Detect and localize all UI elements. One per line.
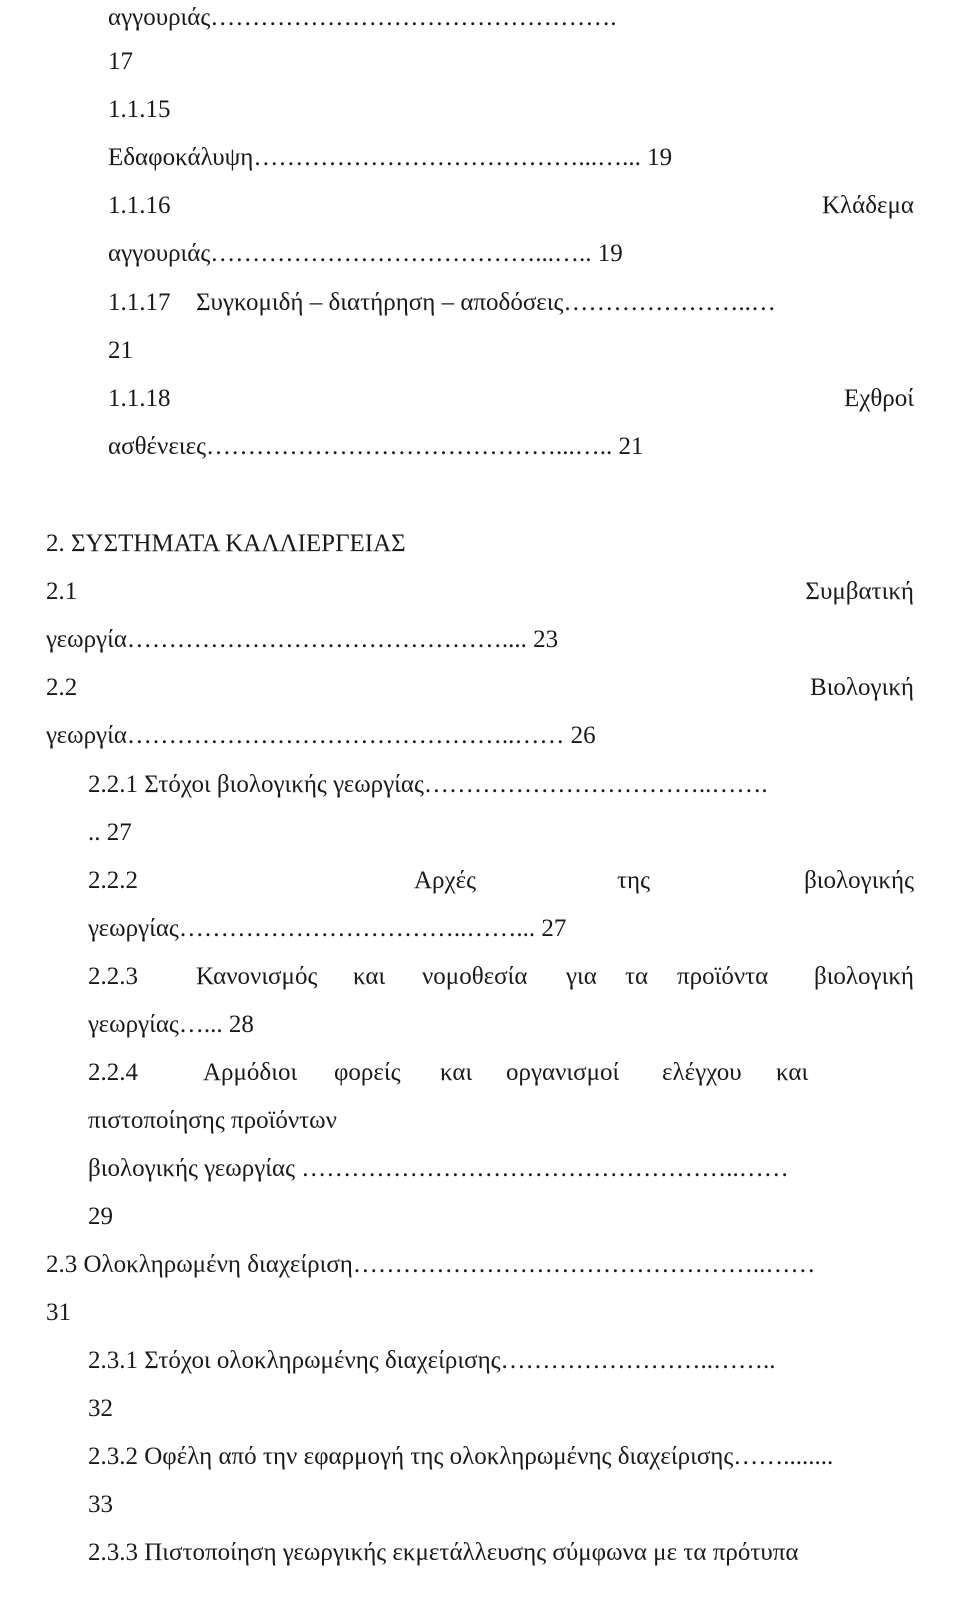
toc-page-number: 33 xyxy=(88,1491,113,1518)
toc-line: 2.3.3 Πιστοποίηση γεωργικής εκμετάλλευσης σύμφωνα με τα πρότυπα xyxy=(88,1539,799,1566)
toc-line: γεωργία………………………………………..…… 26 xyxy=(46,722,596,749)
toc-line: πιστοποίησης προϊόντων xyxy=(88,1107,337,1134)
toc-entry-2-2: 2.2 Βιολογική xyxy=(46,674,914,701)
toc-page-number: 32 xyxy=(88,1395,113,1422)
toc-entry-2-1: 2.1 Συμβατική xyxy=(46,578,914,605)
toc-page-number: .. 27 xyxy=(88,819,132,846)
toc-line: Εδαφοκάλυψη…………………………………...…... 19 xyxy=(108,144,673,171)
toc-line: 2.3.1 Στόχοι ολοκληρωμένης διαχείρισης……………………..…….. xyxy=(88,1347,776,1374)
toc-line: βιολογικής γεωργίας ……………………………………………..…… xyxy=(88,1155,789,1182)
toc-entry-2-2-3: 2.2.3 Κανονισμός και νομοθεσία για τα προϊόντα βιολογική xyxy=(88,963,914,990)
toc-section-number: 1.1.15 xyxy=(108,96,171,123)
toc-entry-1-1-18: 1.1.18 Εχθροί xyxy=(108,385,914,412)
toc-entry-1-1-16: 1.1.16 Κλάδεμα xyxy=(108,192,914,219)
toc-page-number: 21 xyxy=(108,337,133,364)
toc-line: ασθένειες……………………………………...….. 21 xyxy=(108,433,644,460)
toc-entry-1-1-17: 1.1.17 Συγκομιδή – διατήρηση – αποδόσεις…………………..… xyxy=(108,289,776,316)
chapter-heading: 2. ΣΥΣΤΗΜΑΤΑ ΚΑΛΛΙΕΡΓΕΙΑΣ xyxy=(46,530,406,557)
toc-page-number: 17 xyxy=(108,48,133,75)
toc-line: 2.3 Ολοκληρωμένη διαχείριση…………………………………………..…… xyxy=(46,1251,816,1278)
toc-page-number: 31 xyxy=(46,1299,71,1326)
toc-line: αγγουριάς…………………………………………. xyxy=(108,4,617,31)
toc-entry-2-2-2: 2.2.2 Αρχές της βιολογικής xyxy=(88,867,914,894)
toc-line: 2.3.2 Οφέλη από την εφαρμογή της ολοκληρωμένης διαχείρισης……........ xyxy=(88,1443,834,1470)
toc-page-number: 29 xyxy=(88,1203,113,1230)
toc-line: γεωργίας……………………………..……... 27 xyxy=(88,915,567,942)
toc-line: 2.2.1 Στόχοι βιολογικής γεωργίας……………………………..……. xyxy=(88,771,768,798)
toc-entry-2-2-4: 2.2.4 Αρμόδιοι φορείς και οργανισμοί ελέγχου και xyxy=(88,1059,809,1086)
toc-line: γεωργίας…... 28 xyxy=(88,1011,254,1038)
toc-line: γεωργία……………………………………….... 23 xyxy=(46,626,559,653)
toc-line: αγγουριάς…………………………………...….. 19 xyxy=(108,240,623,267)
